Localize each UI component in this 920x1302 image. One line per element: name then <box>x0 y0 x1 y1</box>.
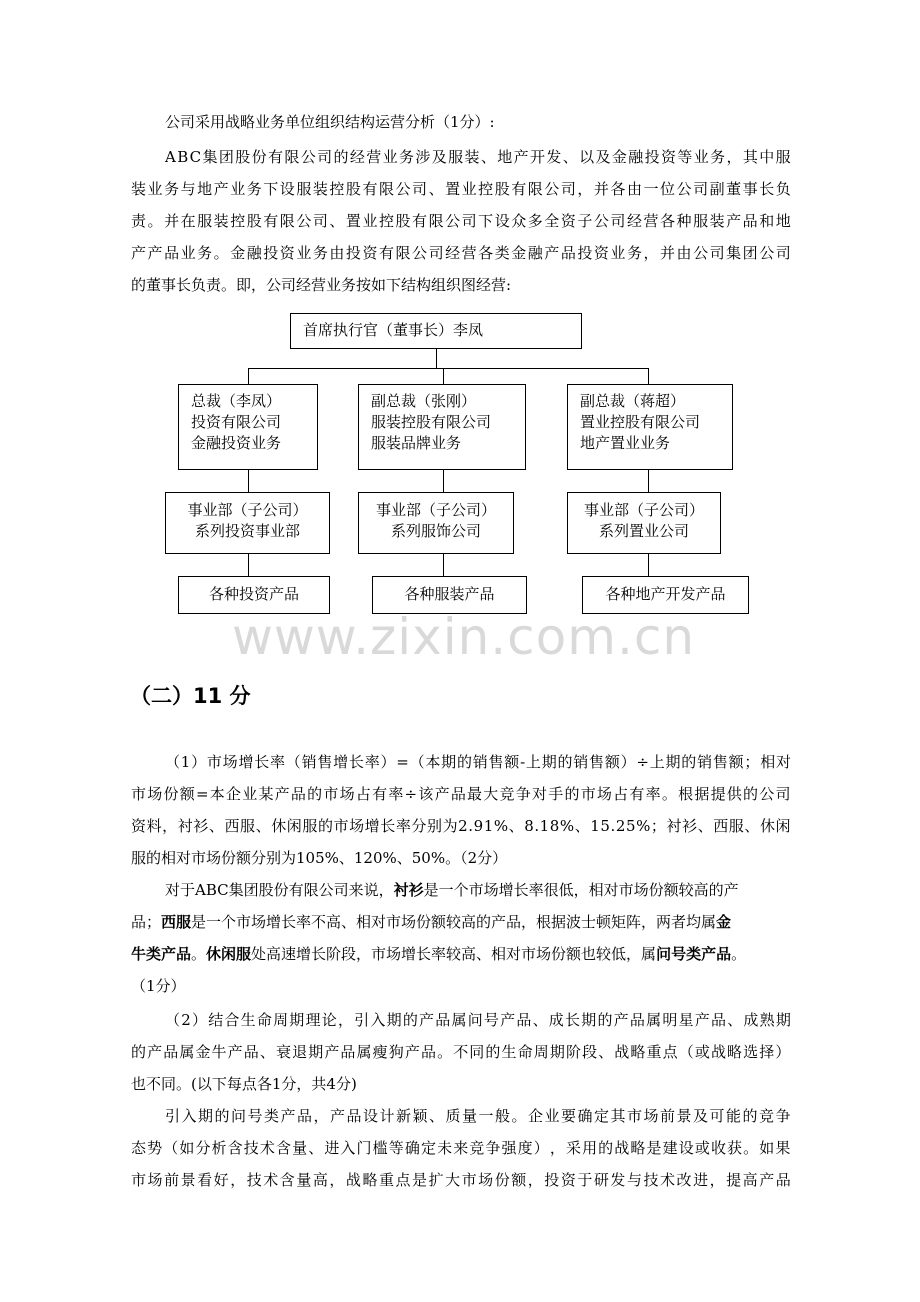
connector <box>648 368 649 384</box>
exec-box-1 <box>178 384 318 470</box>
connector <box>436 349 437 368</box>
division-box-2 <box>358 492 514 554</box>
p1-line3: 资 料 ， 衬 衫 、 西 服 、 休 闲 服 的 市 场 增 长 率 分 别 为 2 . 9 1 % 、 8 . 1 8 % 、 1 5 . 2 5 % ； 衬 衫 、 西 服 、 休 闲 <box>131 817 791 835</box>
section-heading: （二）11 分 <box>130 684 251 708</box>
watermark: www.zixin.com.cn <box>232 608 696 666</box>
connector <box>248 470 249 492</box>
division-box-3 <box>567 492 721 554</box>
p4-line3: 市 场 前 景 看 好 ， 技 术 含 量 高 ， 战 略 重 点 是 扩 大 市 场 份 额 ， 投 资 于 研 发 与 技 术 改 进 ， 提 高 产 品 <box>131 1171 791 1189</box>
exec-company: 投资有限公司 <box>191 413 282 431</box>
para1-line3: 责 。 并 在 服 装 控 股 有 限 公 司 、 置 业 控 股 有 限 公 司 下 设 众 多 全 资 子 公 司 经 营 各 种 服 装 产 品 和 地 <box>131 212 791 230</box>
division-box-1 <box>165 492 330 554</box>
connector <box>248 368 249 384</box>
connector <box>443 368 444 384</box>
division-name: 系列投资事业部 <box>194 522 300 540</box>
connector <box>443 470 444 492</box>
para1-line4: 产 产 品 业 务 。 金 融 投 资 业 务 由 投 资 有 限 公 司 经 营 各 类 金 融 产 品 投 资 业 务 ， 并 由 公 司 集 团 公 司 <box>131 244 791 262</box>
exec-box-2 <box>358 384 526 470</box>
p1-line4: 服的相对市场份额分别为105%、120%、50%。（2分） <box>131 849 508 867</box>
connector <box>648 470 649 492</box>
exec-business: 金融投资业务 <box>191 434 282 452</box>
para1-line2: 装 业 务 与 地 产 业 务 下 设 服 装 控 股 有 限 公 司 、 置 业 控 股 有 限 公 司 ， 并 各 由 一 位 公 司 副 董 事 长 负 <box>131 180 791 198</box>
para1-line5: 的董事长负责。即，公司经营业务按如下结构组织图经营: <box>131 276 512 294</box>
connector <box>443 554 444 576</box>
term-casual: 休闲服 <box>206 945 252 963</box>
exec-company: 服装控股有限公司 <box>371 413 492 431</box>
p4-line1: 引 入 期 的 问 号 类 产 品 ， 产 品 设 计 新 颖 、 质 量 一 般 。 企 业 要 确 定 其 市 场 前 景 及 可 能 的 竞 争 <box>165 1107 791 1125</box>
term-shirt: 衬衫 <box>393 881 424 899</box>
para1-line1: A B C 集 团 股 份 有 限 公 司 的 经 营 业 务 涉 及 服 装 、 地 产 开 发 、 以 及 金 融 投 资 等 业 务 ， 其 中 服 <box>165 148 791 166</box>
connector <box>248 554 249 576</box>
p2-line1: 对于ABC集团股份有限公司来说，衬衫是一个市场增长率很低，相对市场份额较高的产 <box>165 881 739 899</box>
product-label: 各种地产开发产品 <box>605 585 726 603</box>
term-question-mark: 问号类产品 <box>656 945 732 963</box>
division-name: 系列置业公司 <box>598 522 689 540</box>
division-title: 事业部（子公司） <box>187 501 308 519</box>
ceo-box <box>290 313 582 349</box>
connector <box>248 368 648 369</box>
intro-line: 公司采用战略业务单位组织结构运营分析（1分）: <box>165 113 495 131</box>
p3-line3: 也不同。(以下每点各1分，共4分) <box>131 1075 357 1093</box>
product-label: 各种投资产品 <box>208 585 299 603</box>
division-name: 系列服饰公司 <box>390 522 481 540</box>
division-title: 事业部（子公司） <box>583 501 704 519</box>
p2-line2: 品；西服是一个市场增长率不高、相对市场份额较高的产品，根据波士顿矩阵，两者均属金 <box>131 913 732 931</box>
p1-line1: （ 1 ） 市 场 增 长 率 （ 销 售 增 长 率 ） = （ 本 期 的 销 售 额 - 上 期 的 销 售 额 ） ÷ 上 期 的 销 售 额 ； 相 对 <box>165 753 791 771</box>
p4-line2: 态 势 （ 如 分 析 含 技 术 含 量 、 进 入 门 槛 等 确 定 未 来 竞 争 强 度 ） ， 采 用 的 战 略 是 建 设 或 收 获 。 如 果 <box>131 1139 791 1157</box>
p1-line2: 市 场 份 额 = 本 企 业 某 产 品 的 市 场 占 有 率 ÷ 该 产 品 最 大 竞 争 对 手 的 市 场 占 有 率 。 根 据 提 供 的 公 司 <box>131 785 791 803</box>
exec-business: 服装品牌业务 <box>371 434 462 452</box>
p3-line2: 的 产 品 属 金 牛 产 品 、 衰 退 期 产 品 属 瘦 狗 产 品 。 不 同 的 生 命 周 期 阶 段 、 战 略 重 点 （ 或 战 略 选 择 ） <box>131 1043 791 1061</box>
exec-business: 地产置业业务 <box>580 434 671 452</box>
exec-box-3 <box>567 384 733 470</box>
p2-line3: 牛类产品。休闲服处高速增长阶段，市场增长率较高、相对市场份额也较低，属问号类产品。 <box>131 945 747 963</box>
exec-title: 副总裁（蒋超） <box>580 392 686 410</box>
term-cash-cow: 牛类产品 <box>131 945 192 963</box>
exec-title: 副总裁（张刚） <box>371 392 477 410</box>
product-label: 各种服装产品 <box>404 585 495 603</box>
ceo-label: 首席执行官（董事长）李凤 <box>303 321 484 339</box>
p2-line4: （1分） <box>131 977 186 995</box>
connector <box>648 554 649 576</box>
exec-company: 置业控股有限公司 <box>580 413 701 431</box>
term-suit: 西服 <box>161 913 192 931</box>
division-title: 事业部（子公司） <box>375 501 496 519</box>
exec-title: 总裁（李凤） <box>191 392 282 410</box>
p3-line1: （ 2 ） 结 合 生 命 周 期 理 论 ， 引 入 期 的 产 品 属 问 号 产 品 、 成 长 期 的 产 品 属 明 星 产 品 、 成 熟 期 <box>165 1011 791 1029</box>
